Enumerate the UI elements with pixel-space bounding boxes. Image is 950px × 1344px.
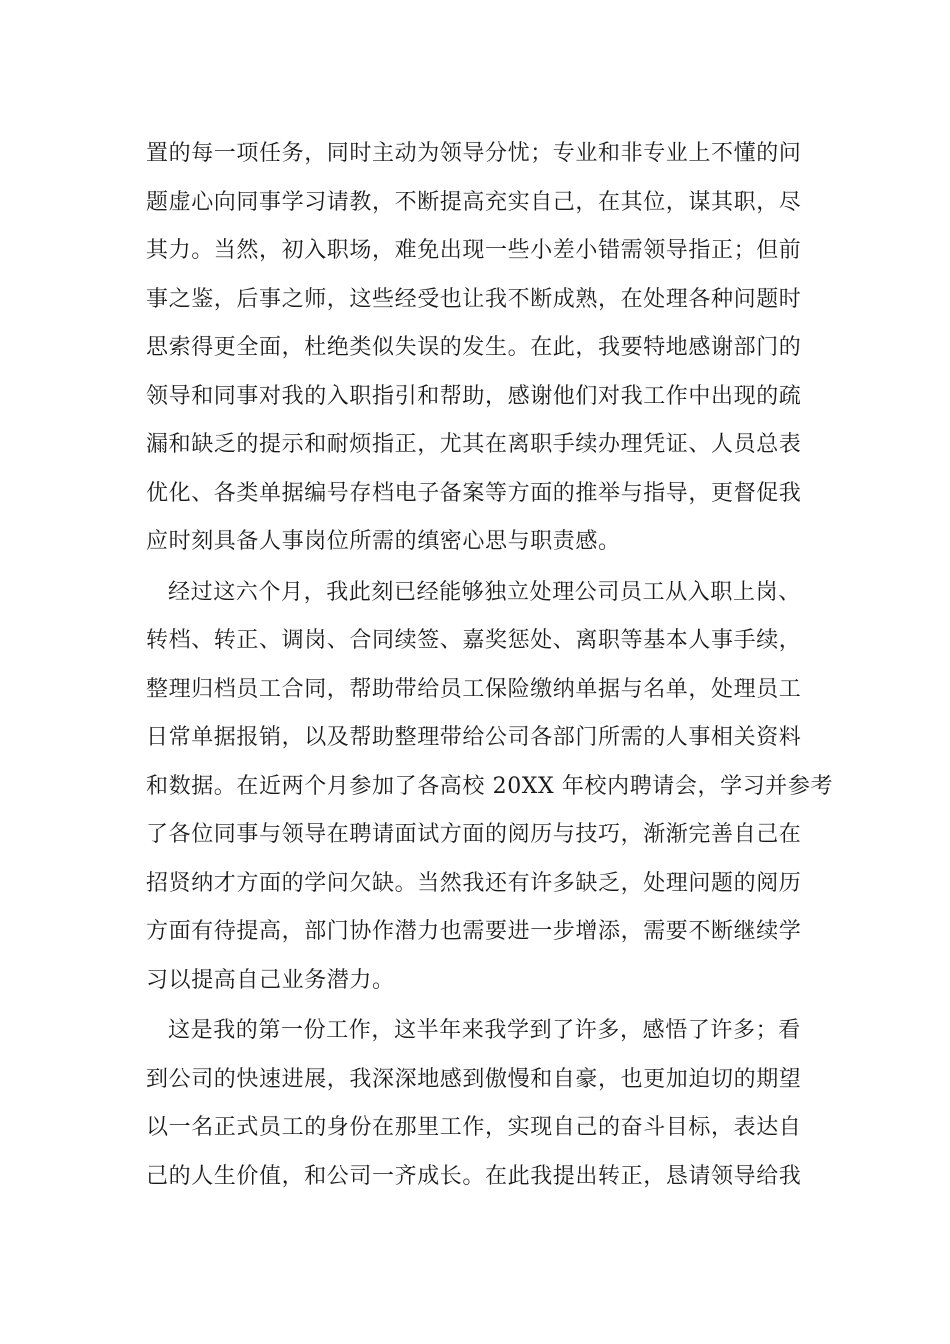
text-line: 到公司的快速进展，我深深地感到傲慢和自豪，也更加迫切的期望 (146, 1066, 802, 1092)
text-line: 应时刻具备人事岗位所需的缜密心思与职责感。 (146, 529, 621, 554)
text-line: 日常单据报销，以及帮助整理带给公司各部门所需的人事相关资料 (146, 725, 802, 750)
text-line: 招贤纳才方面的学问欠缺。当然我还有许多缺乏，处理问题的阅历 (146, 870, 802, 896)
text-line: 以一名正式员工的身份在那里工作，实现自己的奋斗目标，表达自 (146, 1115, 802, 1140)
paragraph-1 (146, 130, 806, 567)
text-line: 优化、各类单据编号存档电子备案等方面的推举与指导，更督促我 (146, 480, 802, 506)
text-line: 了各位同事与领导在聘请面试方面的阅历与技巧，渐渐完善自己在 (146, 822, 802, 847)
paragraph-3 (146, 1007, 806, 1201)
text-line: 置的每一项任务，同时主动为领导分忧；专业和非专业上不懂的问 (146, 141, 802, 166)
text-line: 其力。当然，初入职场，难免出现一些小差小错需领导指正；但前 (146, 238, 802, 263)
text-line: 和数据。在近两个月参加了各高校 20XX 年校内聘请会，学习并参考 (146, 773, 834, 799)
text-line: 领导和同事对我的入职指引和帮助，感谢他们对我工作中出现的疏 (146, 383, 802, 409)
text-line-indented: 这是我的第一份工作，这半年来我学到了许多，感悟了许多；看 (168, 1018, 801, 1043)
text-line: 方面有待提高，部门协作潜力也需要进一步增添，需要不断继续学 (146, 919, 802, 944)
text-line: 漏和缺乏的提示和耐烦指正，尤其在离职手续办理凭证、人员总表 (146, 432, 802, 457)
text-line: 题虚心向同事学习请教，不断提高充实自己，在其位，谋其职，尽 (146, 189, 802, 215)
document-body (146, 130, 834, 1201)
text-line: 思索得更全面，杜绝类似失误的发生。在此，我要特地感谢部门的 (146, 335, 802, 360)
text-line-indented: 经过这六个月，我此刻已经能够独立处理公司员工从入职上岗、 (168, 579, 801, 605)
text-line: 事之鉴，后事之师，这些经受也让我不断成熟，在处理各种问题时 (146, 286, 802, 312)
paragraph-2 (146, 569, 834, 1006)
text-line: 转档、转正、调岗、合同续签、嘉奖惩处、离职等基本人事手续， (146, 628, 802, 653)
text-line: 整理归档员工合同，帮助带给员工保险缴纳单据与名单，处理员工 (146, 676, 802, 702)
text-line: 己的人生价值，和公司一齐成长。在此我提出转正，恳请领导给我 (146, 1163, 802, 1189)
text-line: 习以提高自己业务潜力。 (146, 967, 395, 993)
